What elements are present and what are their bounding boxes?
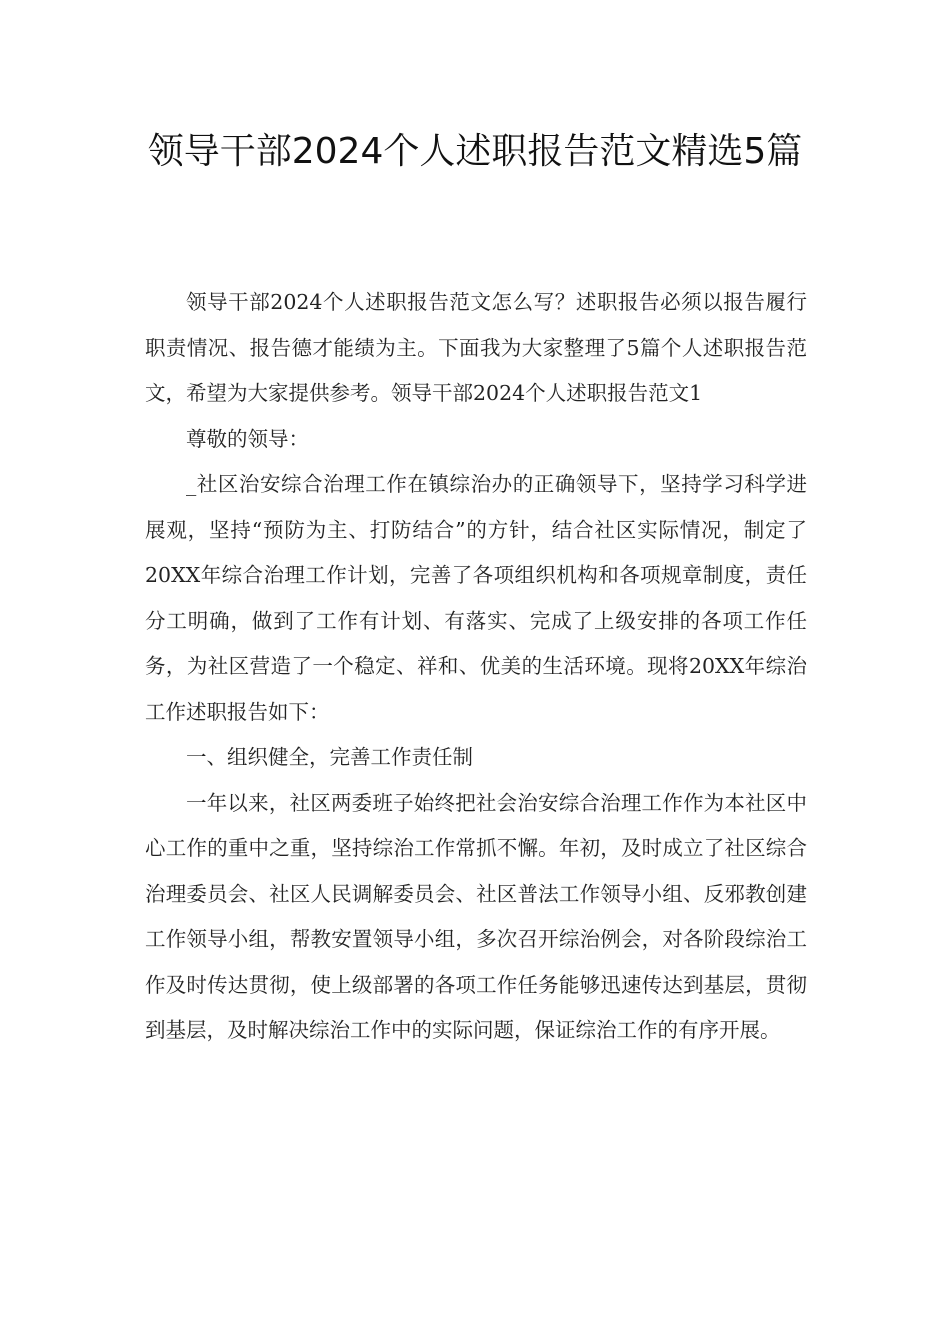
paragraph-overview: _社区治安综合治理工作在镇综治办的正确领导下，坚持学习科学进展观，坚持“预防为主、打防结合”的方针，结合社区实际情况，制定了20XX年综合治理工作计划，完善了各项组织机构和各项规章制度，责任分工明确，做到了工作有计划、有落实、完成了上级安排的各项工作任务，为社区营造了一个稳定、祥和、优美的生活环境。现将20XX年综治工作述职报告如下： <box>145 472 807 724</box>
section-heading-1: 一、组织健全，完善工作责任制 <box>186 745 473 769</box>
document-body <box>145 280 807 1054</box>
paragraph-intro: 领导干部2024个人述职报告范文怎么写？述职报告必须以报告履行职责情况、报告德才能绩为主。下面我为大家整理了5篇个人述职报告范文，希望为大家提供参考。领导干部2024个人述职报告范文1 <box>145 290 807 405</box>
paragraph-section-1: 一年以来，社区两委班子始终把社会治安综合治理工作作为本社区中心工作的重中之重，坚持综治工作常抓不懈。年初，及时成立了社区综合治理委员会、社区人民调解委员会、社区普法工作领导小组、反邪教创建工作领导小组，帮教安置领导小组，多次召开综治例会，对各阶段综治工作及时传达贯彻，使上级部署的各项工作任务能够迅速传达到基层，贯彻到基层，及时解决综治工作中的实际问题，保证综治工作的有序开展。 <box>145 790 807 1042</box>
document-title: 领导干部2024个人述职报告范文精选5篇 <box>147 131 803 172</box>
paragraph-salutation: 尊敬的领导： <box>186 426 309 451</box>
